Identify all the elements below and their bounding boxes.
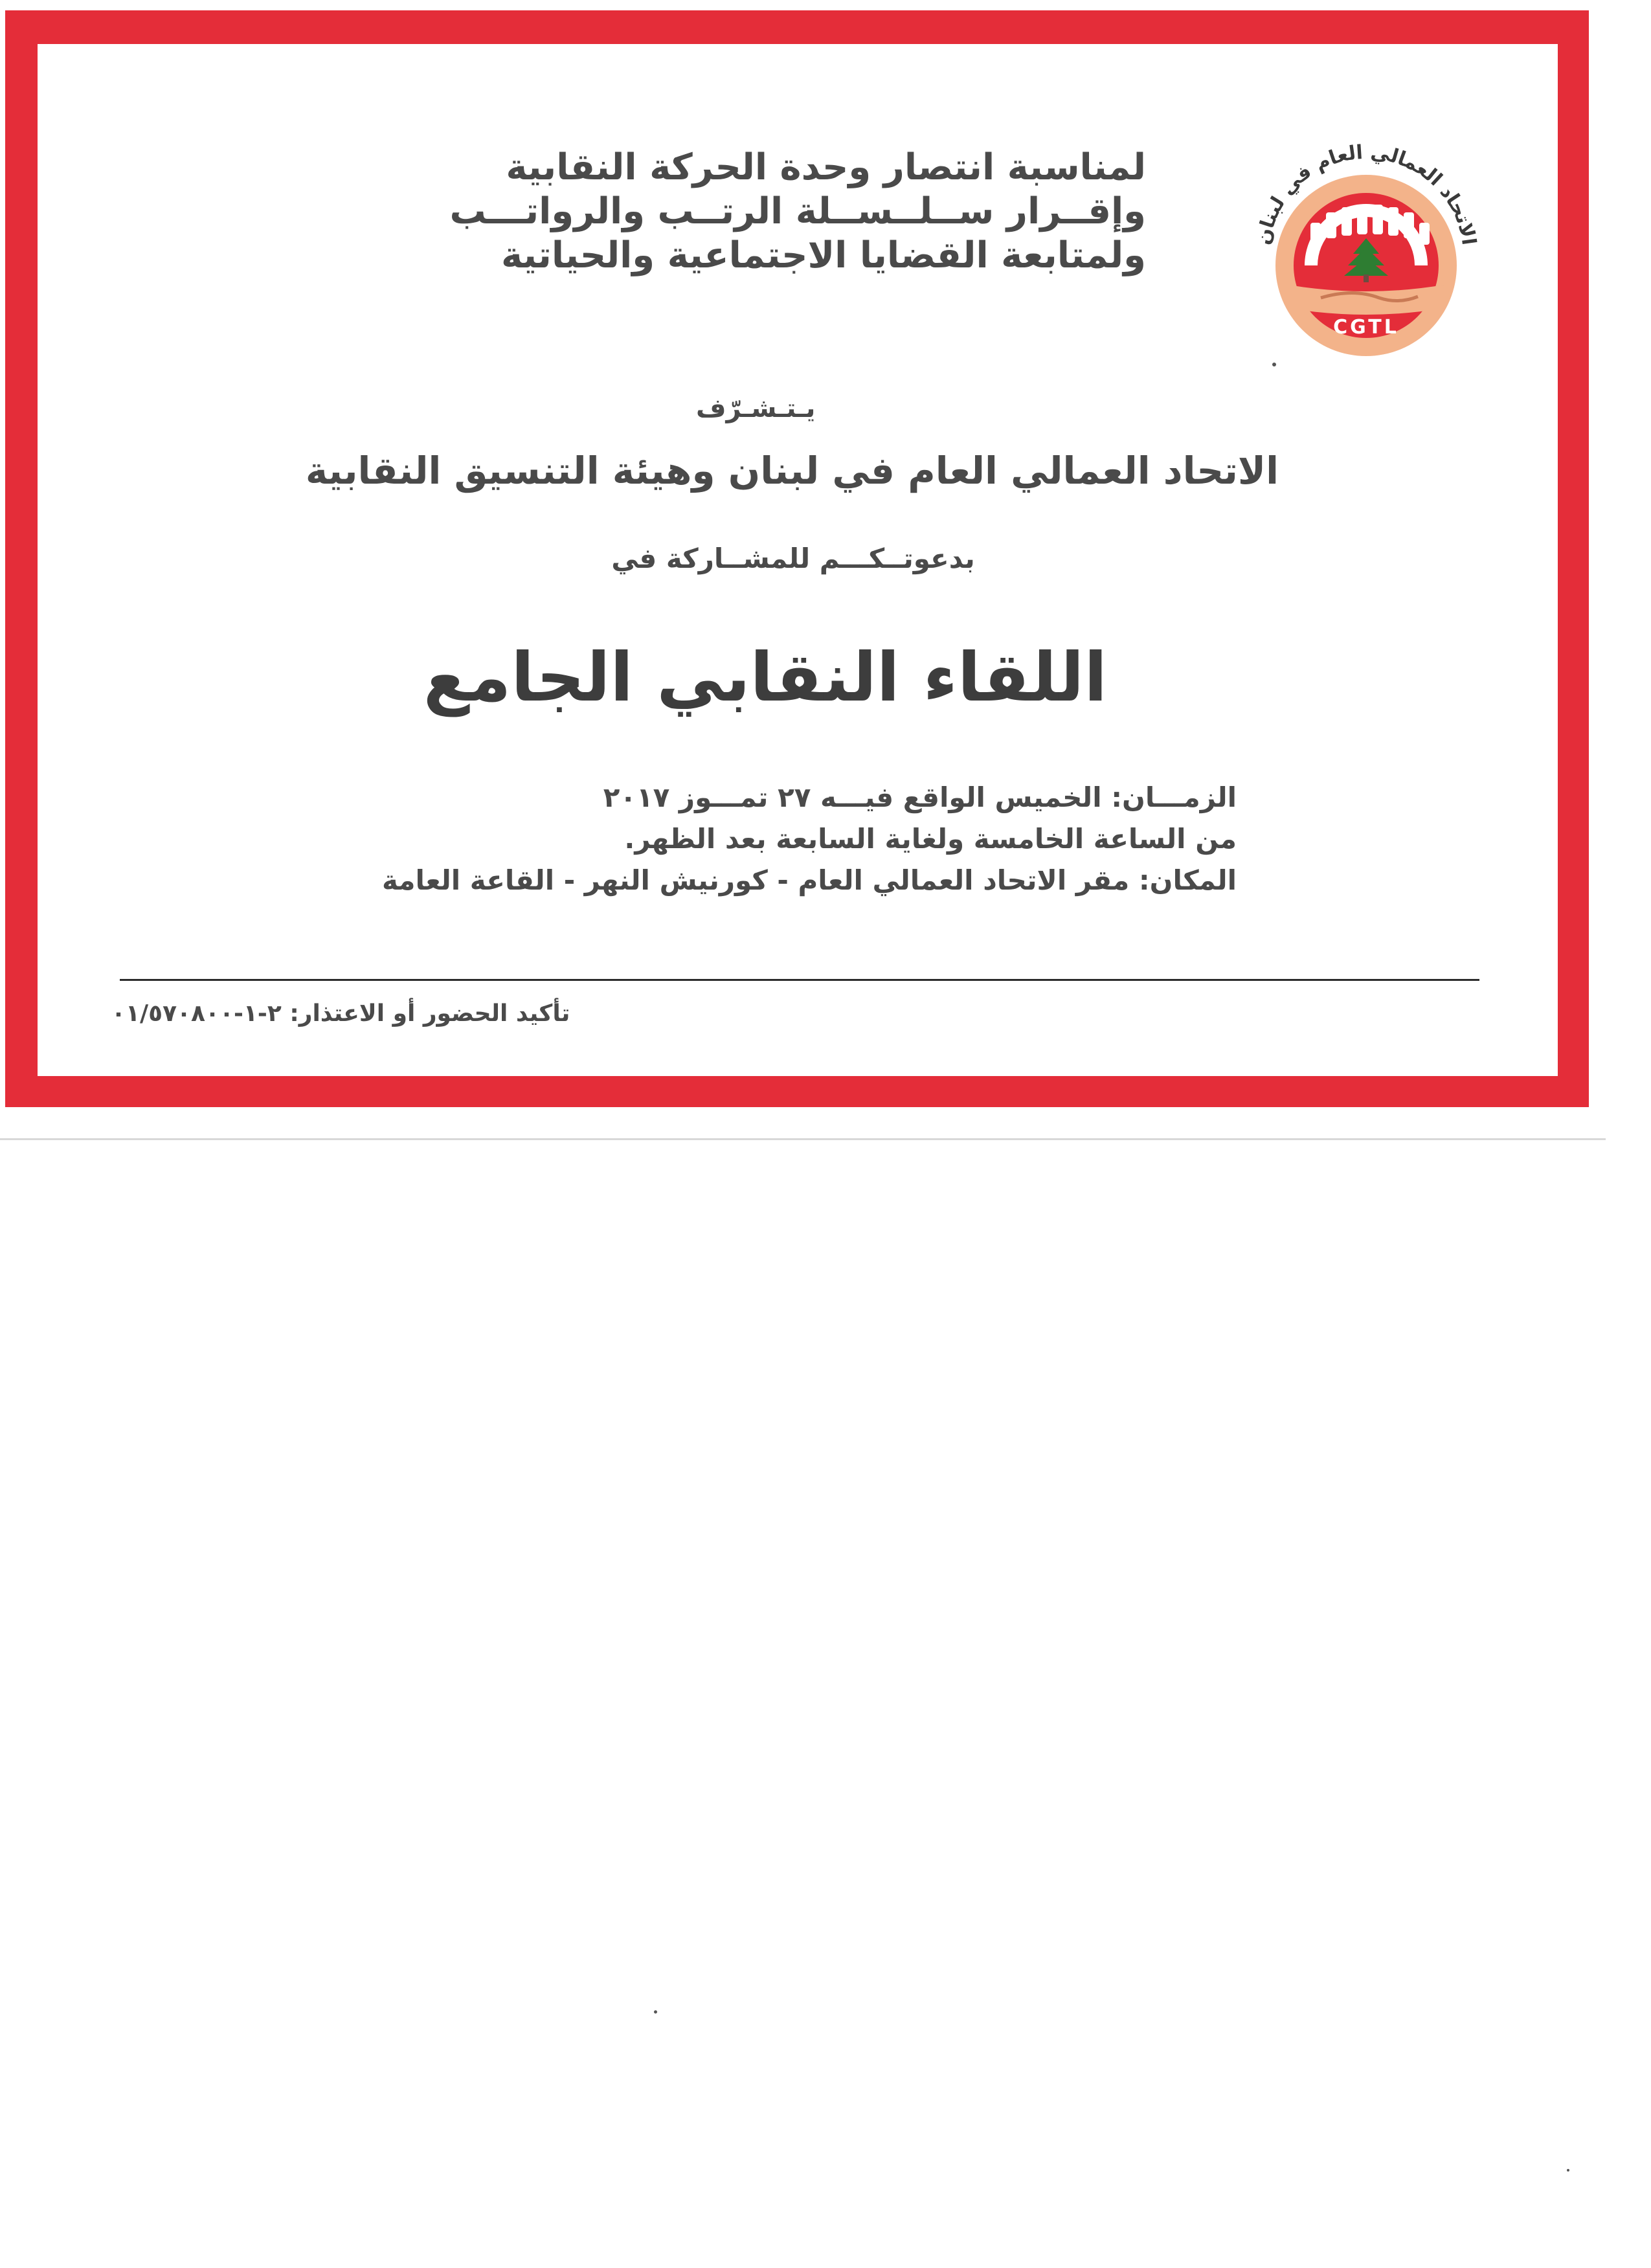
event-place: المكان: مقر الاتحاد العمالي العام - كورنيش النهر - القاعة العامة xyxy=(382,864,1237,896)
cgtl-logo xyxy=(1224,104,1509,376)
occasion-line-2: وإقــرار ســلــســلة الرتــب والرواتـــب xyxy=(449,190,1146,232)
occasion-line-3: ولمتابعة القضايا الاجتماعية والحياتية xyxy=(500,234,1146,276)
page-fold-line xyxy=(0,1138,1606,1140)
event-details xyxy=(382,777,1237,901)
occasion-block xyxy=(449,146,1146,278)
logo-arc-text: الاتحاد العمالي العام في لبنان xyxy=(1252,140,1481,247)
occasion-line-1: لمناسبة انتصار وحدة الحركة النقابية xyxy=(506,146,1146,188)
honored-text: يـتـشـرّف xyxy=(696,394,816,423)
footer-divider xyxy=(120,979,1479,981)
scan-speck xyxy=(654,2010,657,2014)
invite-text: بدعوتــكـــم للمشــاركة في xyxy=(611,543,975,574)
scan-speck xyxy=(1567,2169,1569,2172)
event-time: الزمـــان: الخميس الواقع فيـــه ٢٧ تمـــوز ٢٠١٧ xyxy=(603,781,1237,813)
event-title: اللقاء النقابي الجامع xyxy=(423,638,1107,717)
logo-abbreviation: CGTL xyxy=(1333,316,1399,339)
rsvp-confirmation: تأكيد الحضور أو الاعتذار: ٢-١-٠١/٥٧٠٨٠٠ xyxy=(111,1000,570,1027)
scan-speck xyxy=(1272,363,1276,366)
event-hours: من الساعة الخامسة ولغاية السابعة بعد الظهر. xyxy=(624,823,1237,855)
hosts-text: الاتحاد العمالي العام في لبنان وهيئة التنسيق النقابية xyxy=(305,449,1279,493)
